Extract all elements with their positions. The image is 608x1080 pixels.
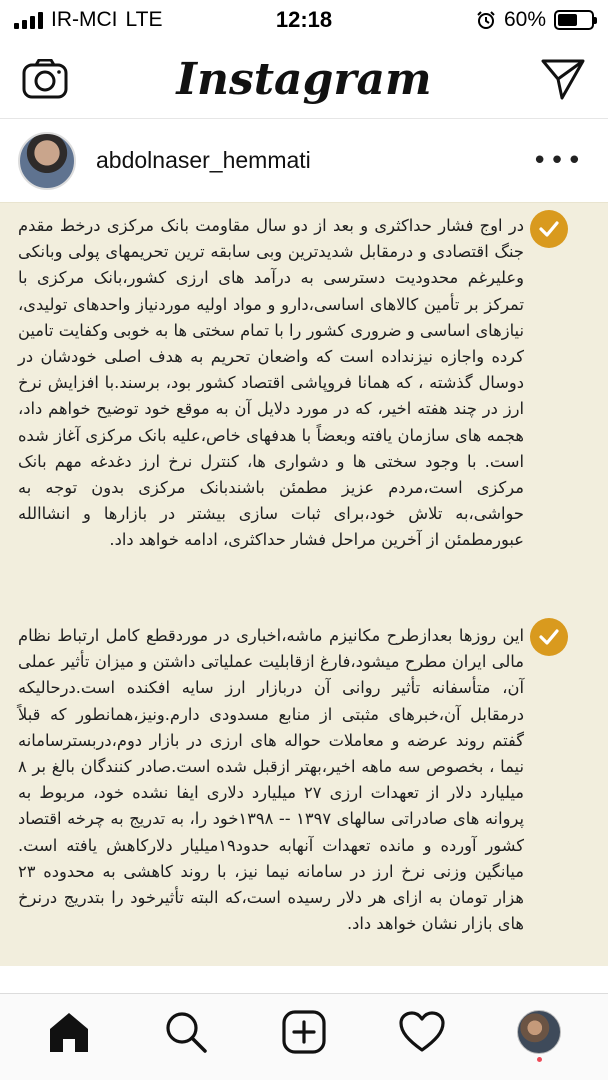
tab-search[interactable]	[156, 1002, 216, 1062]
post-image[interactable]	[0, 202, 608, 966]
app-header	[0, 40, 608, 118]
tab-profile[interactable]	[509, 1002, 569, 1062]
notification-dot	[537, 1057, 542, 1062]
tab-new-post[interactable]	[274, 1002, 334, 1062]
more-options-icon[interactable]: •••	[531, 145, 584, 176]
post-paragraph: این روزها بعدازطرح مکانیزم ماشه،اخباری در موردقطع کامل ارتباط نظام مالی ایران مطرح میشود،فارغ ازقابلیت عملیاتی داشتن و میزان تأثیر عملی آن، متأسفانه تأثیر روانی آن دربازار ارز سایه افکنده است.درحالیکه درمقابل آن،خبرهای مثبتی از منابع مسدودی دارم.ونیز،همانطور که قبلاً گفتم روند عرضه و معاملات حواله های ارزی در بازار دوم،دربسترسامانه نیما ، بخصوص سه ماهه اخیر،بهتر ازقبل شده است.صادر کنندگان بالغ بر ۸ میلیارد دلار از تعهدات ارزی ۲۷ میلیارد دلاری ایفا نشده خود، مربوط به پروانه های صادراتی سالهای ۱۳۹۷ -- ۱۳۹۸خود را، به تدریج به چرخه اقتصاد کشور آورده و مانده تعهدات آنهابه حدود۱۹میلیار دلارکاهش یافته است. میانگین وزنی نرخ ارز در سامانه نیما نیز، با روند کاهشی به محدوده ۲۳ هزار تومان به ازای هر دلار رسیده است،که البته تأثیرخود را بتدریج درنرخ های بازار نشان خواهد داد.	[18, 626, 524, 934]
camera-icon[interactable]	[22, 59, 68, 99]
avatar[interactable]	[18, 132, 76, 190]
carrier-name: IR-MCI	[51, 8, 118, 31]
clock: 12:18	[275, 7, 333, 32]
profile-icon	[517, 1010, 561, 1054]
status-bar	[0, 0, 608, 40]
direct-message-icon[interactable]	[540, 57, 586, 101]
battery-fill	[558, 14, 577, 26]
activity-heart-icon	[398, 1010, 446, 1054]
search-icon	[163, 1009, 209, 1055]
status-right	[374, 8, 594, 32]
bottom-tab-bar	[0, 994, 608, 1080]
app-logo[interactable]: Instagram	[176, 53, 432, 105]
battery-icon	[554, 10, 594, 30]
alarm-icon	[476, 10, 496, 30]
home-icon	[46, 1009, 92, 1055]
post-actions-strip	[0, 966, 608, 994]
new-post-icon	[281, 1009, 327, 1055]
signal-icon	[14, 11, 43, 29]
battery-percent: 60%	[503, 8, 546, 31]
post-paragraph: در اوج فشار حداکثری و بعد از دو سال مقاومت بانک مرکزی درخط مقدم جنگ اقتصادی و درمقابل شدیدترین وبی سابقه ترین تحریمهای پولی وبانکی وعلیرغم محدودیت دسترسی به درآمد های ارزی کشور،بانک مرکزی با تمرکز بر تأمین کالاهای اساسی،دارو و مواد اولیه موردنیاز واحدهای تولیدی، نیازهای اساسی و ضروری کشور را با تمام سختی ها به خوبی وکفایت تامین کرده واجازه نیزنداده است که واضعان تحریم به هدف اصلی خودشان در دوسال گذشته ، که همانا فروپاشی اقتصاد کشور بود، برسند.با افزایش نرخ ارز در چند هفته اخیر، که در مورد دلایل آن به موقع خود توضیح خواهم داد، هجمه های سازمان یافته وبعضاً با هدفهای خاص،علیه بانک مرکزی آغاز شده است. با وجود سختی ها و دشواری ها، کنترل نرخ ارز دغدغه مهم بانک مرکزی است،مردم عزیز مطمئن باشندبانک مرکزی بدون توجه به حواشی،به تلاش خود،برای ثبات سازی بیشتر در بازارها و انشاالله عبورمطمئن از آخرین مراحل فشار حداکثری، ادامه خواهد داد.	[18, 216, 524, 550]
checkmark-icon	[530, 210, 568, 248]
post-username[interactable]: abdolnaser_hemmati	[96, 147, 311, 173]
status-left	[14, 8, 234, 32]
checkmark-icon	[530, 618, 568, 656]
post-header	[0, 118, 608, 202]
tab-home[interactable]	[39, 1002, 99, 1062]
tab-activity[interactable]	[392, 1002, 452, 1062]
network-type: LTE	[125, 8, 163, 31]
